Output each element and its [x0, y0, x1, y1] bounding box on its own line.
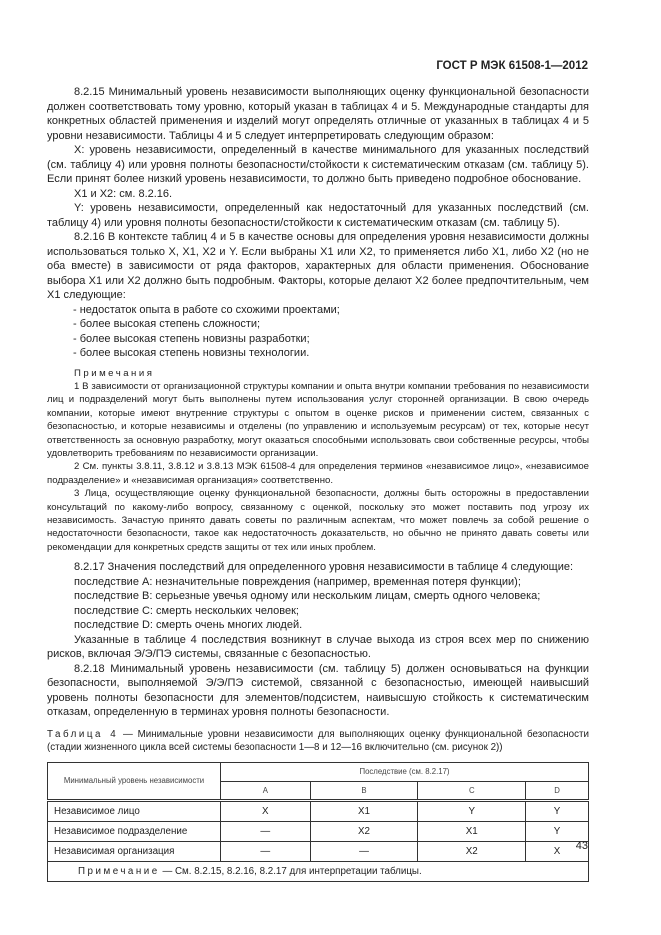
paragraph-8-2-15: 8.2.15 Минимальный уровень независимости выполняющих оценку функциональной безопасности должен соответствовать тому уровню, который указан в таблицах 4 и 5. Международные стандарты для конкретных областей применения и изделий могут определять отличные от указанных в таблицах 4 и 5 уровни независимости. Таблицы 4 и 5 следует интерпретировать следующим образом: [47, 86, 589, 142]
table-row [48, 821, 589, 841]
table-cell: X2 [310, 821, 418, 841]
table-caption-label: Таблица 4 [47, 728, 119, 740]
consequence-item: последствие C: смерть нескольких человек; [74, 604, 299, 617]
document-header: ГОСТ Р МЭК 61508-1—2012 [436, 60, 588, 72]
group-header: Последствие (см. 8.2.17) [221, 762, 589, 781]
factor-item: - более высокая степень новизны разработки; [73, 332, 310, 345]
table-cell: X [221, 800, 311, 821]
table-cell: X1 [310, 800, 418, 821]
table-caption [47, 728, 589, 754]
paragraph-8-2-17: 8.2.17 Значения последствий для определенного уровня независимости в таблице 4 следующие: [74, 561, 574, 574]
table-cell: X1 [418, 821, 526, 841]
column-header: D [526, 781, 589, 800]
page-number: 43 [575, 840, 588, 852]
paragraph-8-2-18: 8.2.18 Минимальный уровень независимости (см. таблицу 5) должен основываться на функции безопасности, выполняемой Э/Э/ПЭ системой, связанной с безопасностью, имеющей наивысший уровень полноты безопасности для элементов/подсистем, наивысшую стойкость к систематическим отказам, определенную в терминах уровня полноты безопасности. [47, 662, 589, 719]
independence-table [47, 762, 589, 882]
page-content [47, 85, 589, 882]
table-cell: — [221, 821, 311, 841]
note-item: 3 Лица, осуществляющие оценку функциональной безопасности, должны быть осторожны в предоставлении консультаций по какому-либо вопросу, связанному с оценкой, поскольку это может поставить под угрозу их независимость. Зачастую принято давать советы по различным аспектам, что может повлечь за собой решение о недостаточности безопасности, такое как недостаточность доказательств, но обычно не принято давать советы или рекомендации для конкретных средств защиты от тех или иных проблем. [47, 488, 589, 553]
consequence-item: последствие B: серьезные увечья одному или нескольким лицам, смерть одного человека; [74, 590, 541, 603]
factor-item: - недостаток опыта в работе со схожими проектами; [73, 303, 340, 316]
paragraph-x: X: уровень независимости, определенный в качестве минимального для указанных последствий (см. таблицу 4) или уровня полноты безопасности/стойкости к систематическим отказам (см. таблицу 5). Если принят более низкий уровень независимости, то должно быть приведено подробное обоснование. [47, 144, 589, 185]
table-cell: X [526, 841, 589, 861]
table-cell: — [310, 841, 418, 861]
factor-item: - более высокая степень новизны технологии. [73, 347, 310, 359]
table-row [48, 800, 589, 821]
row-label: Независимое подразделение [48, 821, 221, 841]
note-item: 2 См. пункты 3.8.11, 3.8.12 и 3.8.13 МЭК 61508-4 для определения терминов «независимое лицо», «независимое подразделение» и «независимая организация» соответственно. [47, 461, 589, 486]
table-note-text: — См. 8.2.15, 8.2.16, 8.2.17 для интерпретации таблицы. [159, 865, 422, 877]
table-note-row [48, 861, 589, 881]
paragraph-x1-x2: X1 и X2: см. 8.2.16. [74, 187, 173, 200]
factor-item: - более высокая степень сложности; [73, 318, 261, 330]
table-cell: Y [526, 800, 589, 821]
note-item: 1 В зависимости от организационной структуры компании и опыта внутри компании требования по независимости лиц и подразделений могут быть выполнены путем использования услуг сторонней организации. В свою очередь компании, которые имеют внутренние структуры с опытом в оценке рисков и применении систем, связанных с безопасностью, и которые независимы и отделены (по управлению и используемым ресурсам) от тех, которые несут ответственность за основную разработку, могут оказаться способными использовать свои собственные ресурсы, чтобы удовлетворить требованиям по независимости организации. [47, 380, 589, 459]
row-label: Независимая организация [48, 841, 221, 861]
table-cell: — [221, 841, 311, 861]
column-header: B [310, 781, 418, 800]
row-header: Минимальный уровень независимости [48, 762, 221, 800]
notes-title: Примечания [74, 367, 155, 379]
table-cell: Y [418, 800, 526, 821]
paragraph-y: Y: уровень независимости, определенный как недостаточный для указанных последствий (см. таблицу 4) или уровня полноты безопасности/стойкости к систематическим отказам (см. таблицу 5). [47, 202, 589, 229]
paragraph-8-2-16: 8.2.16 В контексте таблиц 4 и 5 в качестве основы для определения уровня независимости должны использоваться только X, X1, X2 и Y. Если выбраны X1 или X2, то применяется либо X1, либо X2 (но не оба вместе) в зависимости от ряда факторов, характерных для области применения. Обоснование выбора X1 или X2 должно быть подробным. Факторы, которые делают X2 более предпочтительным, чем X1 следующие: [47, 231, 589, 301]
table-cell: Y [526, 821, 589, 841]
table-note-label: Примечание [78, 865, 160, 877]
table-cell: X2 [418, 841, 526, 861]
table-row [48, 841, 589, 861]
table-caption-text: — Минимальные уровни независимости для выполняющих оценку функциональной безопасности (стадии жизненного цикла всей системы безопасности 1—8 и 12—16 включительно (см. рисунок 2)) [47, 728, 589, 753]
column-header: A [221, 781, 311, 800]
row-label: Независимое лицо [48, 800, 221, 821]
table-note [48, 861, 589, 881]
paragraph-consequences-note: Указанные в таблице 4 последствия возникнут в случае выхода из строя всех мер по снижению рисков, включая Э/Э/ПЭ системы, связанные с безопасностью. [47, 633, 589, 661]
column-header: C [418, 781, 526, 800]
consequence-item: последствие D: смерть очень многих людей. [74, 619, 303, 632]
consequence-item: последствие A: незначительные повреждения (например, временная потеря функции); [74, 575, 521, 588]
